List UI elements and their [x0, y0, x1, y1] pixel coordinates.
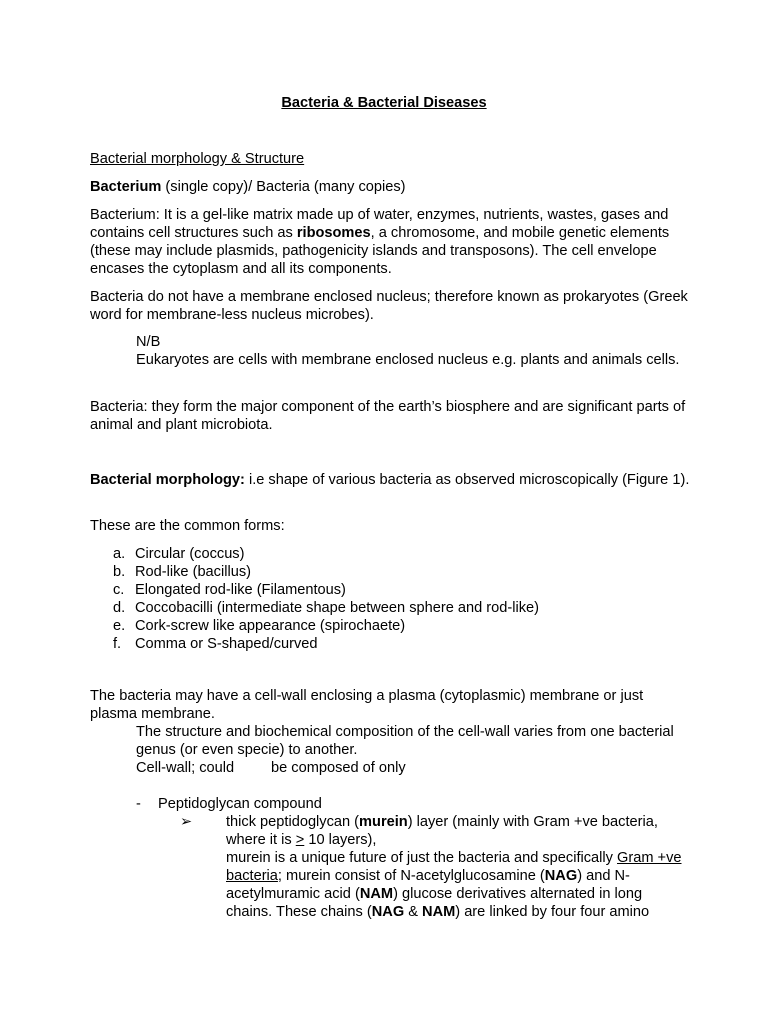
morphology-definition: i.e shape of various bacteria as observed microscopically (Figure 1). [244, 472, 690, 488]
cell-wall-line-5b: be composed of only [271, 760, 406, 776]
section-heading: Bacterial morphology & Structure [90, 151, 305, 167]
murein-line-1-c: ) layer (mainly with Gram +ve bacteria, [407, 814, 658, 830]
list-item [113, 563, 539, 581]
para1-text-b: , a chromosome, and mobile genetic elements (these may include plasmids, pathogenicity islands and transposons). The cell envelope encases the cytoplasm and all its components. [90, 225, 670, 277]
murein-line-5-c: ) glucose derivatives alternated in long [393, 886, 643, 902]
gram-positive-term: Gram +ve [617, 850, 682, 866]
bacterium-definition-line [90, 178, 406, 196]
cell-wall-line-1: The bacteria may have a cell-wall enclosing a plasma (cytoplasmic) membrane or just [90, 688, 644, 704]
bacterium-plural-note: (single copy)/ Bacteria (many copies) [161, 179, 406, 195]
cell-wall-line-5a: Cell-wall; could [136, 760, 235, 776]
dash-bullet: - [136, 796, 141, 812]
nag-term: NAG [544, 868, 578, 884]
nb-label: N/B [136, 334, 161, 350]
morphology-term: Bacterial morphology: [90, 472, 245, 488]
murein-line-4-d: ) and N- [577, 868, 630, 884]
murein-line-6 [226, 903, 649, 921]
list-marker: a. [113, 546, 126, 562]
murein-line-2-a: where it is [226, 832, 296, 848]
list-item [113, 635, 539, 653]
murein-line-6-c: & [404, 904, 423, 920]
murein-line-1 [226, 813, 658, 831]
nb-eukaryote-note: Eukaryotes are cells with membrane enclosed nucleus e.g. plants and animals cells. [136, 352, 680, 368]
murein-line-3-a: murein is a unique future of just the bacteria and specifically [226, 850, 618, 866]
list-item-text: Circular (coccus) [135, 546, 245, 562]
list-item-text: Rod-like (bacillus) [135, 564, 251, 580]
list-item [113, 581, 539, 599]
bacterium-description-paragraph [90, 206, 710, 278]
list-item-text: Elongated rod-like (Filamentous) [135, 582, 346, 598]
murein-line-1-a: thick peptidoglycan ( [226, 814, 360, 830]
list-marker: e. [113, 618, 126, 634]
murein-line-2-c: 10 layers), [304, 832, 377, 848]
murein-line-5 [226, 885, 642, 903]
list-marker: b. [113, 564, 126, 580]
greater-equal-symbol: > [295, 832, 305, 848]
peptidoglycan-bullet-text: Peptidoglycan compound [158, 796, 322, 812]
murein-line-6-e: ) are linked by four four amino [455, 904, 650, 920]
forms-intro: These are the common forms: [90, 518, 285, 534]
cell-wall-line-3: The structure and biochemical composition of the cell-wall varies from one bacterial [136, 724, 674, 740]
list-item [113, 617, 539, 635]
list-item-text: Coccobacilli (intermediate shape between sphere and rod-like) [135, 600, 539, 616]
murein-line-5-a: acetylmuramic acid ( [226, 886, 360, 902]
cell-wall-line-2: plasma membrane. [90, 706, 215, 722]
list-marker: f. [113, 636, 122, 652]
nam-term: NAM [359, 886, 394, 902]
bacterial-forms-list [113, 545, 539, 653]
nam-term-2: NAM [422, 904, 456, 920]
list-marker: d. [113, 600, 126, 616]
morphology-paragraph [90, 471, 710, 489]
murein-line-4-b: ; murein consist of N-acetylglucosamine ( [277, 868, 545, 884]
prokaryote-paragraph: Bacteria do not have a membrane enclosed nucleus; therefore known as prokaryotes (Greek word for membrane-less nucleus microbes). [90, 289, 688, 323]
biosphere-paragraph: Bacteria: they form the major component of the earth’s biosphere and are significant parts of animal and plant microbiota. [90, 399, 686, 433]
list-item-text: Cork-screw like appearance (spirochaete) [135, 618, 406, 634]
nag-term-2: NAG [371, 904, 405, 920]
murein-line-2 [226, 831, 376, 849]
murein-term: murein [359, 814, 408, 830]
list-item [113, 599, 539, 617]
murein-line-3 [226, 849, 682, 867]
bacterium-term: Bacterium [90, 179, 162, 195]
list-item-text: Comma or S-shaped/curved [135, 636, 318, 652]
murein-line-6-a: chains. These chains ( [226, 904, 372, 920]
cell-wall-line-4: genus (or even specie) to another. [136, 742, 358, 758]
arrow-bullet-icon: ➢ [180, 814, 193, 830]
bacteria-underlined: bacteria [226, 868, 278, 884]
murein-line-4 [226, 867, 630, 885]
para1-text-a: Bacterium: It is a gel-like matrix made up of water, enzymes, nutrients, wastes, gases and contains cell structures such as [90, 207, 669, 241]
list-marker: c. [113, 582, 125, 598]
list-item [113, 545, 539, 563]
page-title: Bacteria & Bacterial Diseases [281, 95, 487, 111]
ribosomes-term: ribosomes [296, 225, 371, 241]
